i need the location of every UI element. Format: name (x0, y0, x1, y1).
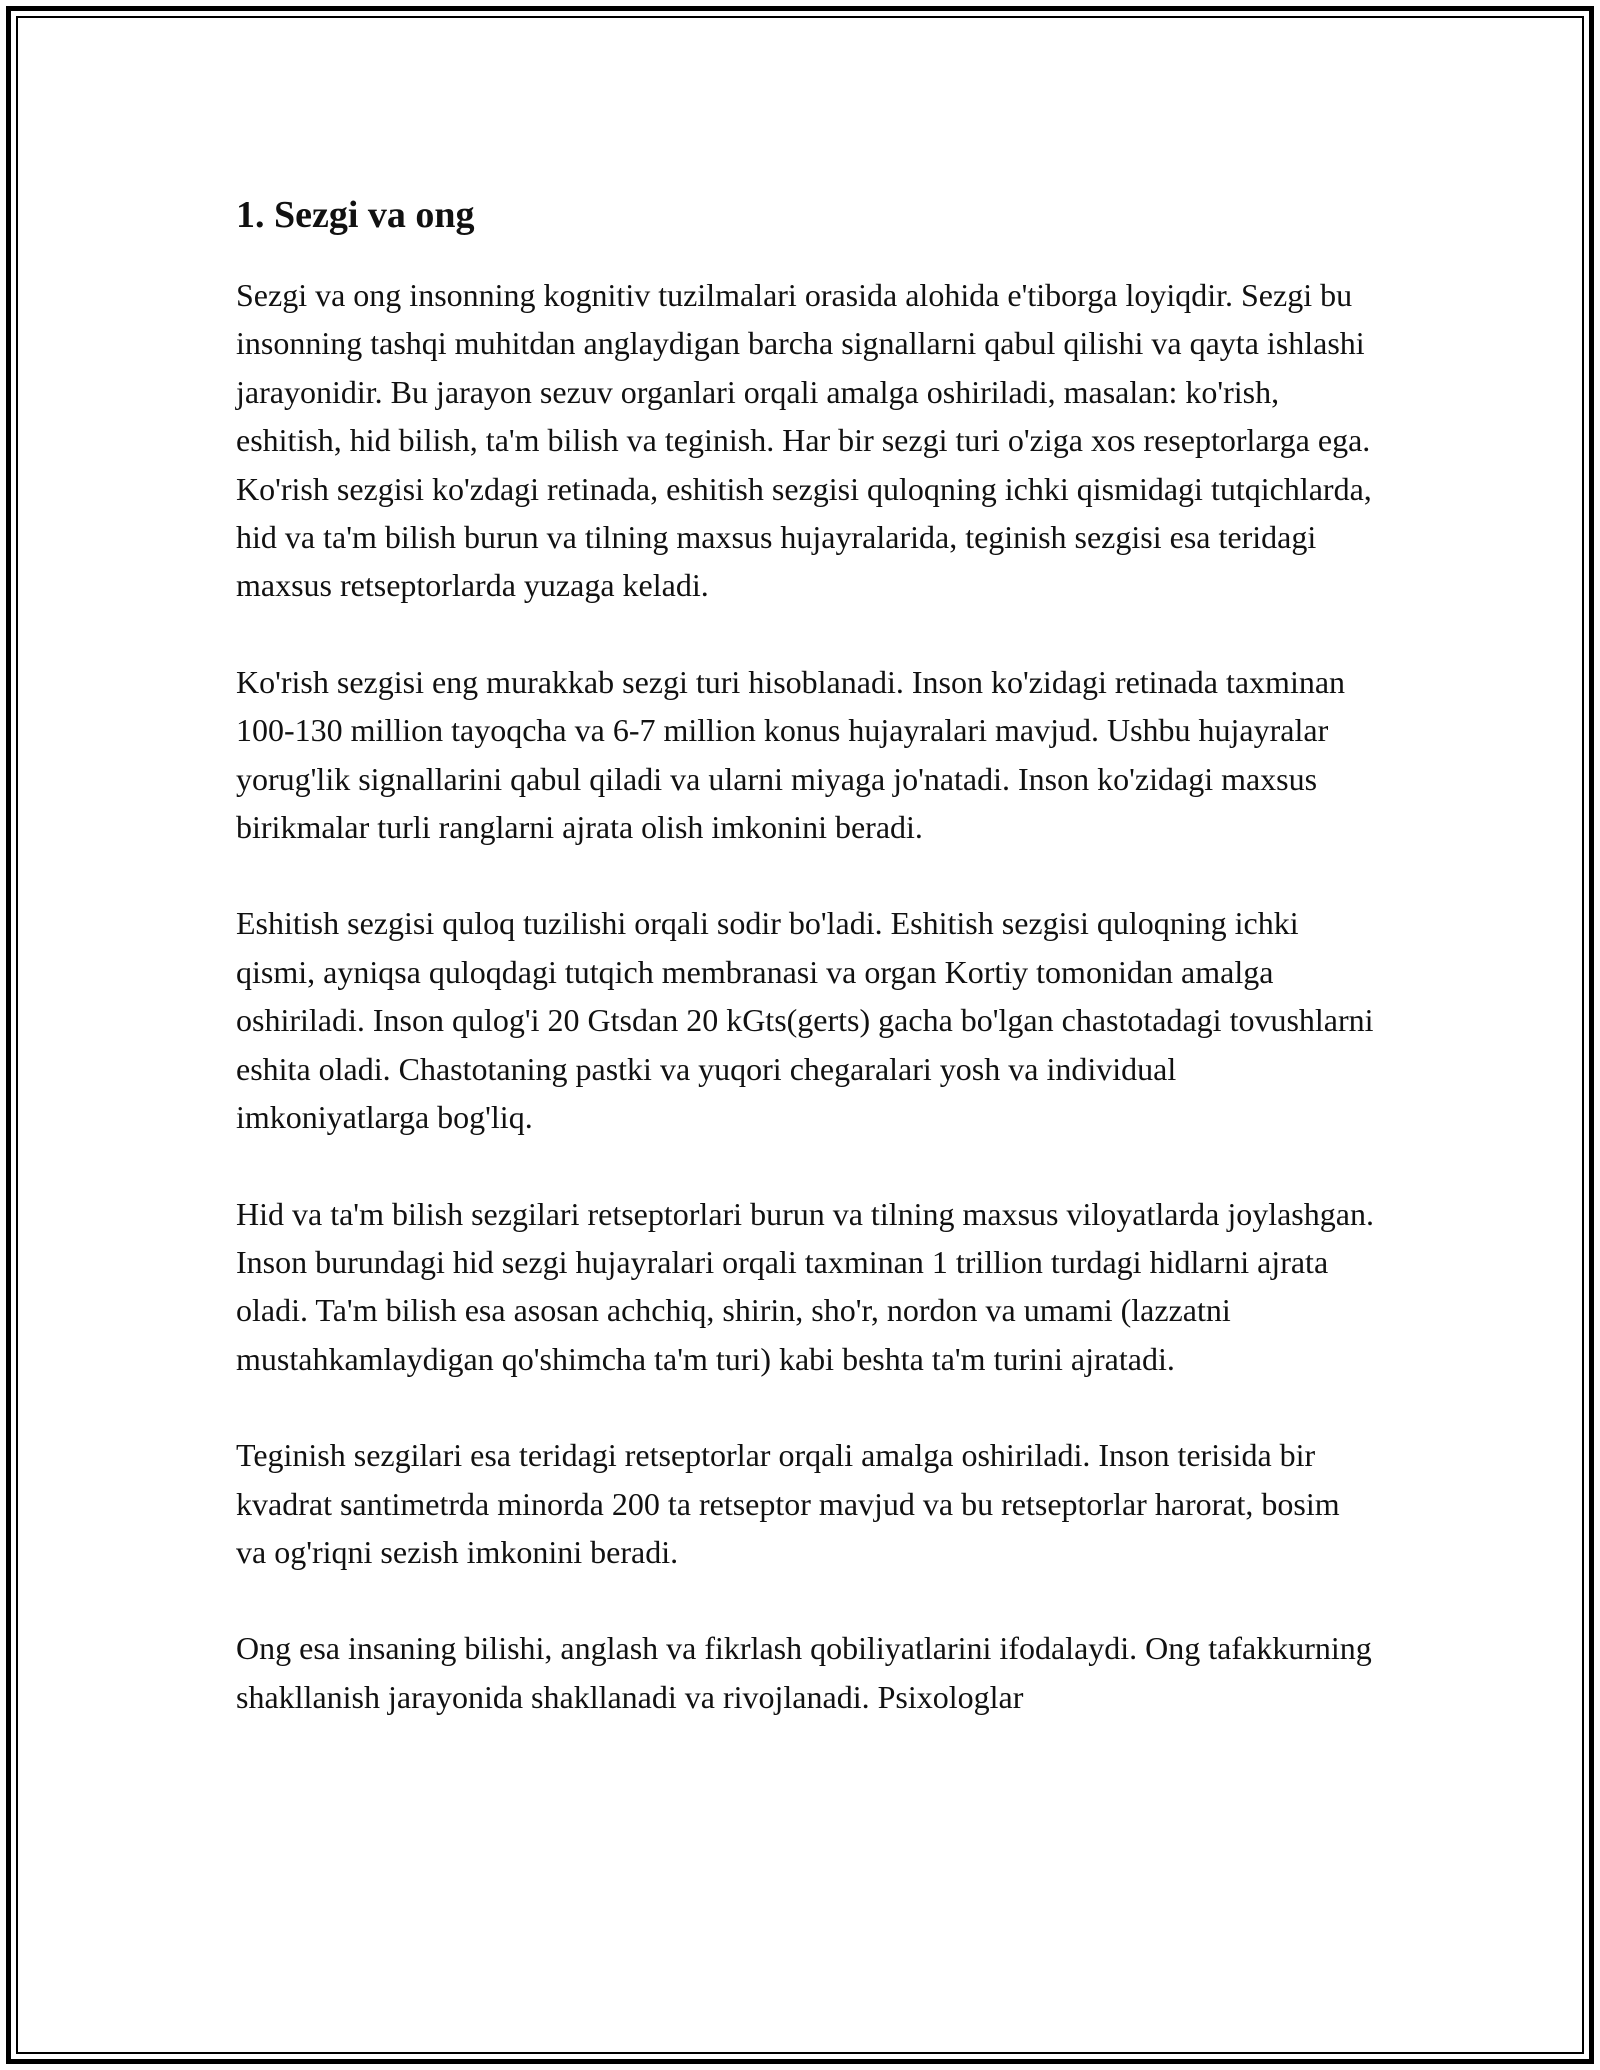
paragraph-hearing: Eshitish sezgisi quloq tuzilishi orqali sodir bo'ladi. Eshitish sezgisi quloqning ichki qismi, ayniqsa quloqdagi tutqich membranasi va organ Kortiy tomonidan amalga oshiriladi. Inson qulog'i 20 Gtsdan 20 kGts(gerts) gacha bo'lgan chastotadagi tovushlarni eshita oladi. Chastotaning pastki va yuqori chegaralari yosh va individual imkoniyatlarga bog'liq. (236, 905, 1374, 1136)
paragraph-vision: Ko'rish sezgisi eng murakkab sezgi turi hisoblanadi. Inson ko'zidagi retinada taxminan 100-130 million tayoqcha va 6-7 million konus hujayralari mavjud. Ushbu hujayralar yorug'lik signallarini qabul qiladi va ularni miyaga jo'natadi. Inson ko'zidagi maxsus birikmalar turli ranglarni ajrata olish imkonini beradi. (236, 663, 1346, 846)
document-body (236, 185, 1376, 1769)
paragraph-intro: Sezgi va ong insonning kognitiv tuzilmalari orasida alohida e'tiborga loyiqdir. Sezgi bu insonning tashqi muhitdan anglaydigan barcha signallarni qabul qilishi va qayta ishlashi jarayonidir. Bu jarayon sezuv organlari orqali amalga oshiriladi, masalan: ko'rish, eshitish, hid bilish, ta'm bilish va teginish. Har bir sezgi turi o'ziga xos reseptorlarga ega. Ko'rish sezgisi ko'zdagi retinada, eshitish sezgisi quloqning ichki qismidagi tutqichlarda, hid va ta'm bilish burun va tilning maxsus hujayralarida, teginish sezgisi esa teridagi maxsus retseptorlarda yuzaga keladi. (236, 277, 1372, 604)
paragraph-smell-taste: Hid va ta'm bilish sezgilari retseptorlari burun va tilning maxsus viloyatlarda joylashgan. Inson burundagi hid sezgi hujayralari orqali taxminan 1 trillion turdagi hidlarni ajrata oladi. Ta'm bilish esa asosan achchiq, shirin, sho'r, nordon va umami (lazzatni mustahkamlaydigan qo'shimcha ta'm turi) kabi beshta ta'm turini ajratadi. (236, 1195, 1374, 1377)
paragraph-touch: Teginish sezgilari esa teridagi retseptorlar orqali amalga oshiriladi. Inson terisida bir kvadrat santimetrda minorda 200 ta retseptor mavjud va bu retseptorlar harorat, bosim va og'riqni sezish imkonini beradi. (236, 1437, 1340, 1570)
paragraph-consciousness: Ong esa insaning bilishi, anglash va fikrlash qobiliyatlarini ifodalaydi. Ong tafakkurning shakllanish jarayonida shakllanadi va rivojlanadi. Psixologlar (236, 1630, 1372, 1715)
section-heading: 1. Sezgi va ong (236, 194, 475, 236)
